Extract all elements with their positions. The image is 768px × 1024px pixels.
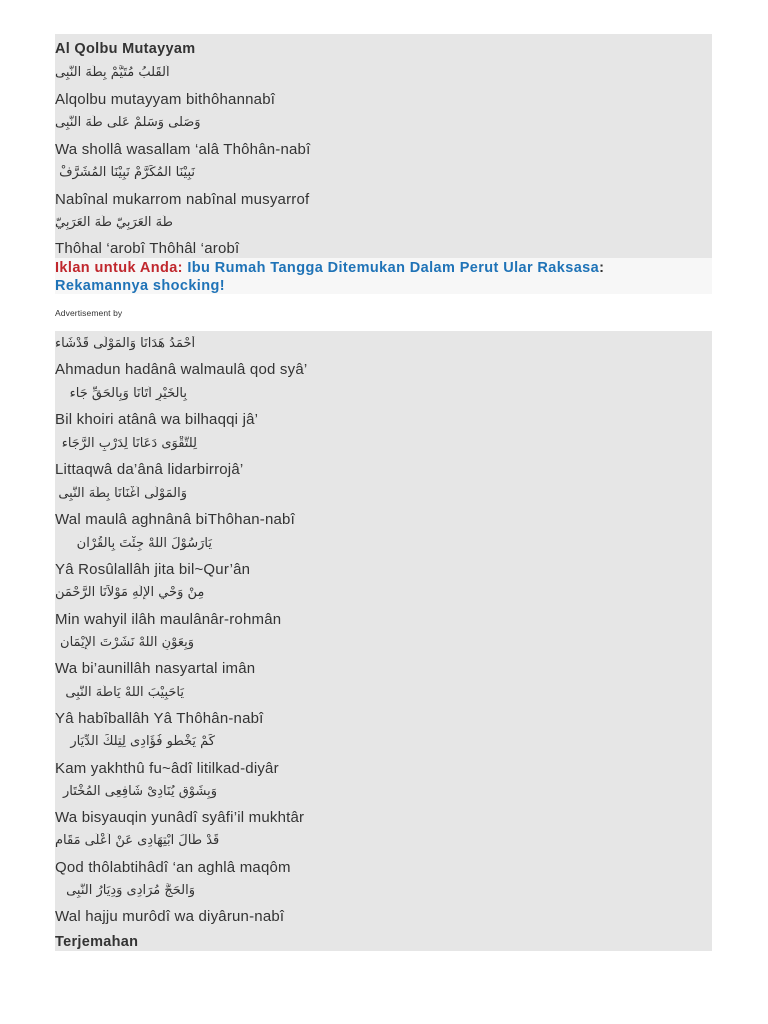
arabic-line: يَاحَبِيْبَ اللهْ يَاطَهَ النَّبِى xyxy=(65,685,184,700)
arabic-line: يَارَسُوْلَ اللهْ جِئْتَ بِالْقُرْآن xyxy=(76,536,212,551)
arabic-line: وَبِشَوْقٍ يُنَادِىْ شَافِعِى الْمُخْتَار xyxy=(63,784,217,799)
arabic-line: وَالْحَجُّ مُرَادِى وَدِيَارُ النَّبِى xyxy=(66,883,195,898)
transliteration-line: Nabînal mukarrom nabînal musyarrof xyxy=(55,191,310,208)
transliteration-line: Ahmadun hadânâ walmaulâ qod syâ’ xyxy=(55,361,308,378)
song-title: Al Qolbu Mutayyam xyxy=(55,41,196,57)
translation-heading: Terjemahan xyxy=(55,934,139,950)
transliteration-line: Qod thôlabtihâdî ‘an aghlâ maqôm xyxy=(55,859,291,876)
ad-banner[interactable] xyxy=(55,258,712,294)
ad-link[interactable]: Ibu Rumah Tangga Ditemukan Dalam Perut Ular Raksasa xyxy=(187,260,600,276)
transliteration-line: Wa shollâ wasallam ‘alâ Thôhân-nabî xyxy=(55,141,311,158)
arabic-line: وَبِعَوْنِ اللهْ نَشَرْتَ الْإِيْمَان xyxy=(60,635,194,650)
arabic-line: اَلقَلْبُ مُتَيَّمْ بِطَهَ النَّبِى xyxy=(55,65,170,80)
transliteration-line: Min wahyil ilâh maulânâr-rohmân xyxy=(55,611,282,628)
ad-colon: : xyxy=(599,260,605,276)
arabic-line: وَالْمَوْلَى اَغْنَانَا بِطَهَ النَّبِى xyxy=(58,486,187,501)
transliteration-line: Kam yakhthû fu~âdî litilkad-diyâr xyxy=(55,760,279,777)
lyrics-panel-bottom xyxy=(55,331,712,951)
transliteration-line: Littaqwâ da’ânâ lidarbirrojâ’ xyxy=(55,461,244,478)
ad-link-continued[interactable]: Rekamannya shocking! xyxy=(55,278,225,294)
arabic-line: كَمْ يَخْطُو فُؤَادِى لِتِلْكَ الدِّيَار xyxy=(70,734,215,749)
transliteration-line: Wal maulâ aghnânâ biThôhan-nabî xyxy=(55,511,295,528)
arabic-line: مِنْ وَحْيِ الْإِلَهِ مَوْلاَنَا الرَّحْمَن xyxy=(55,585,205,600)
advertisement-by-label[interactable]: Advertisement by xyxy=(55,308,123,318)
transliteration-line: Wa bisyauqin yunâdî syâfi’il mukhtâr xyxy=(55,809,305,826)
arabic-line: لِلتَّقْوَى دَعَانَا لِدَرْبِ الرَّجَاء xyxy=(61,436,197,451)
arabic-line: بِالْخَيْرِ اَتَانَا وَبِالْحَقِّ جَاء xyxy=(69,386,187,401)
transliteration-line: Wa bi’aunillâh nasyartal imân xyxy=(55,660,256,677)
transliteration-line: Alqolbu mutayyam bithôhannabî xyxy=(55,91,276,108)
transliteration-line: Wal hajju murôdî wa diyârun-nabî xyxy=(55,908,285,925)
arabic-line: قَدْ طَالَ ابْتِهَادِى عَنْ اَعْلَى مَقَام xyxy=(55,833,220,848)
ad-label: Iklan untuk Anda: xyxy=(55,260,183,276)
transliteration-line: Thôhal ‘arobî Thôhâl ‘arobî xyxy=(55,240,240,257)
transliteration-line: Yâ habîballâh Yâ Thôhân-nabî xyxy=(55,710,264,727)
arabic-line: وَصَلَّى وَسَلَّمْ عَلى طَهَ النَّبِى xyxy=(55,115,201,130)
transliteration-line: Yâ Rosûlallâh jita bil~Qur’ân xyxy=(55,561,251,578)
arabic-line: طَهَ العَرَبِيّ طَهَ العَرَبِيّ xyxy=(55,215,173,230)
arabic-line: نَبِيْنَا الْمُكَرَّمْ نَبِيْنَا الْمُشَرَّفْ xyxy=(59,165,195,180)
lyrics-panel-top xyxy=(55,34,712,258)
transliteration-line: Bil khoiri atânâ wa bilhaqqi jâ’ xyxy=(55,411,259,428)
arabic-line: أَحْمَدُ هَدَانَا وَالْمَوْلَى قَدْشَاء xyxy=(55,336,196,351)
